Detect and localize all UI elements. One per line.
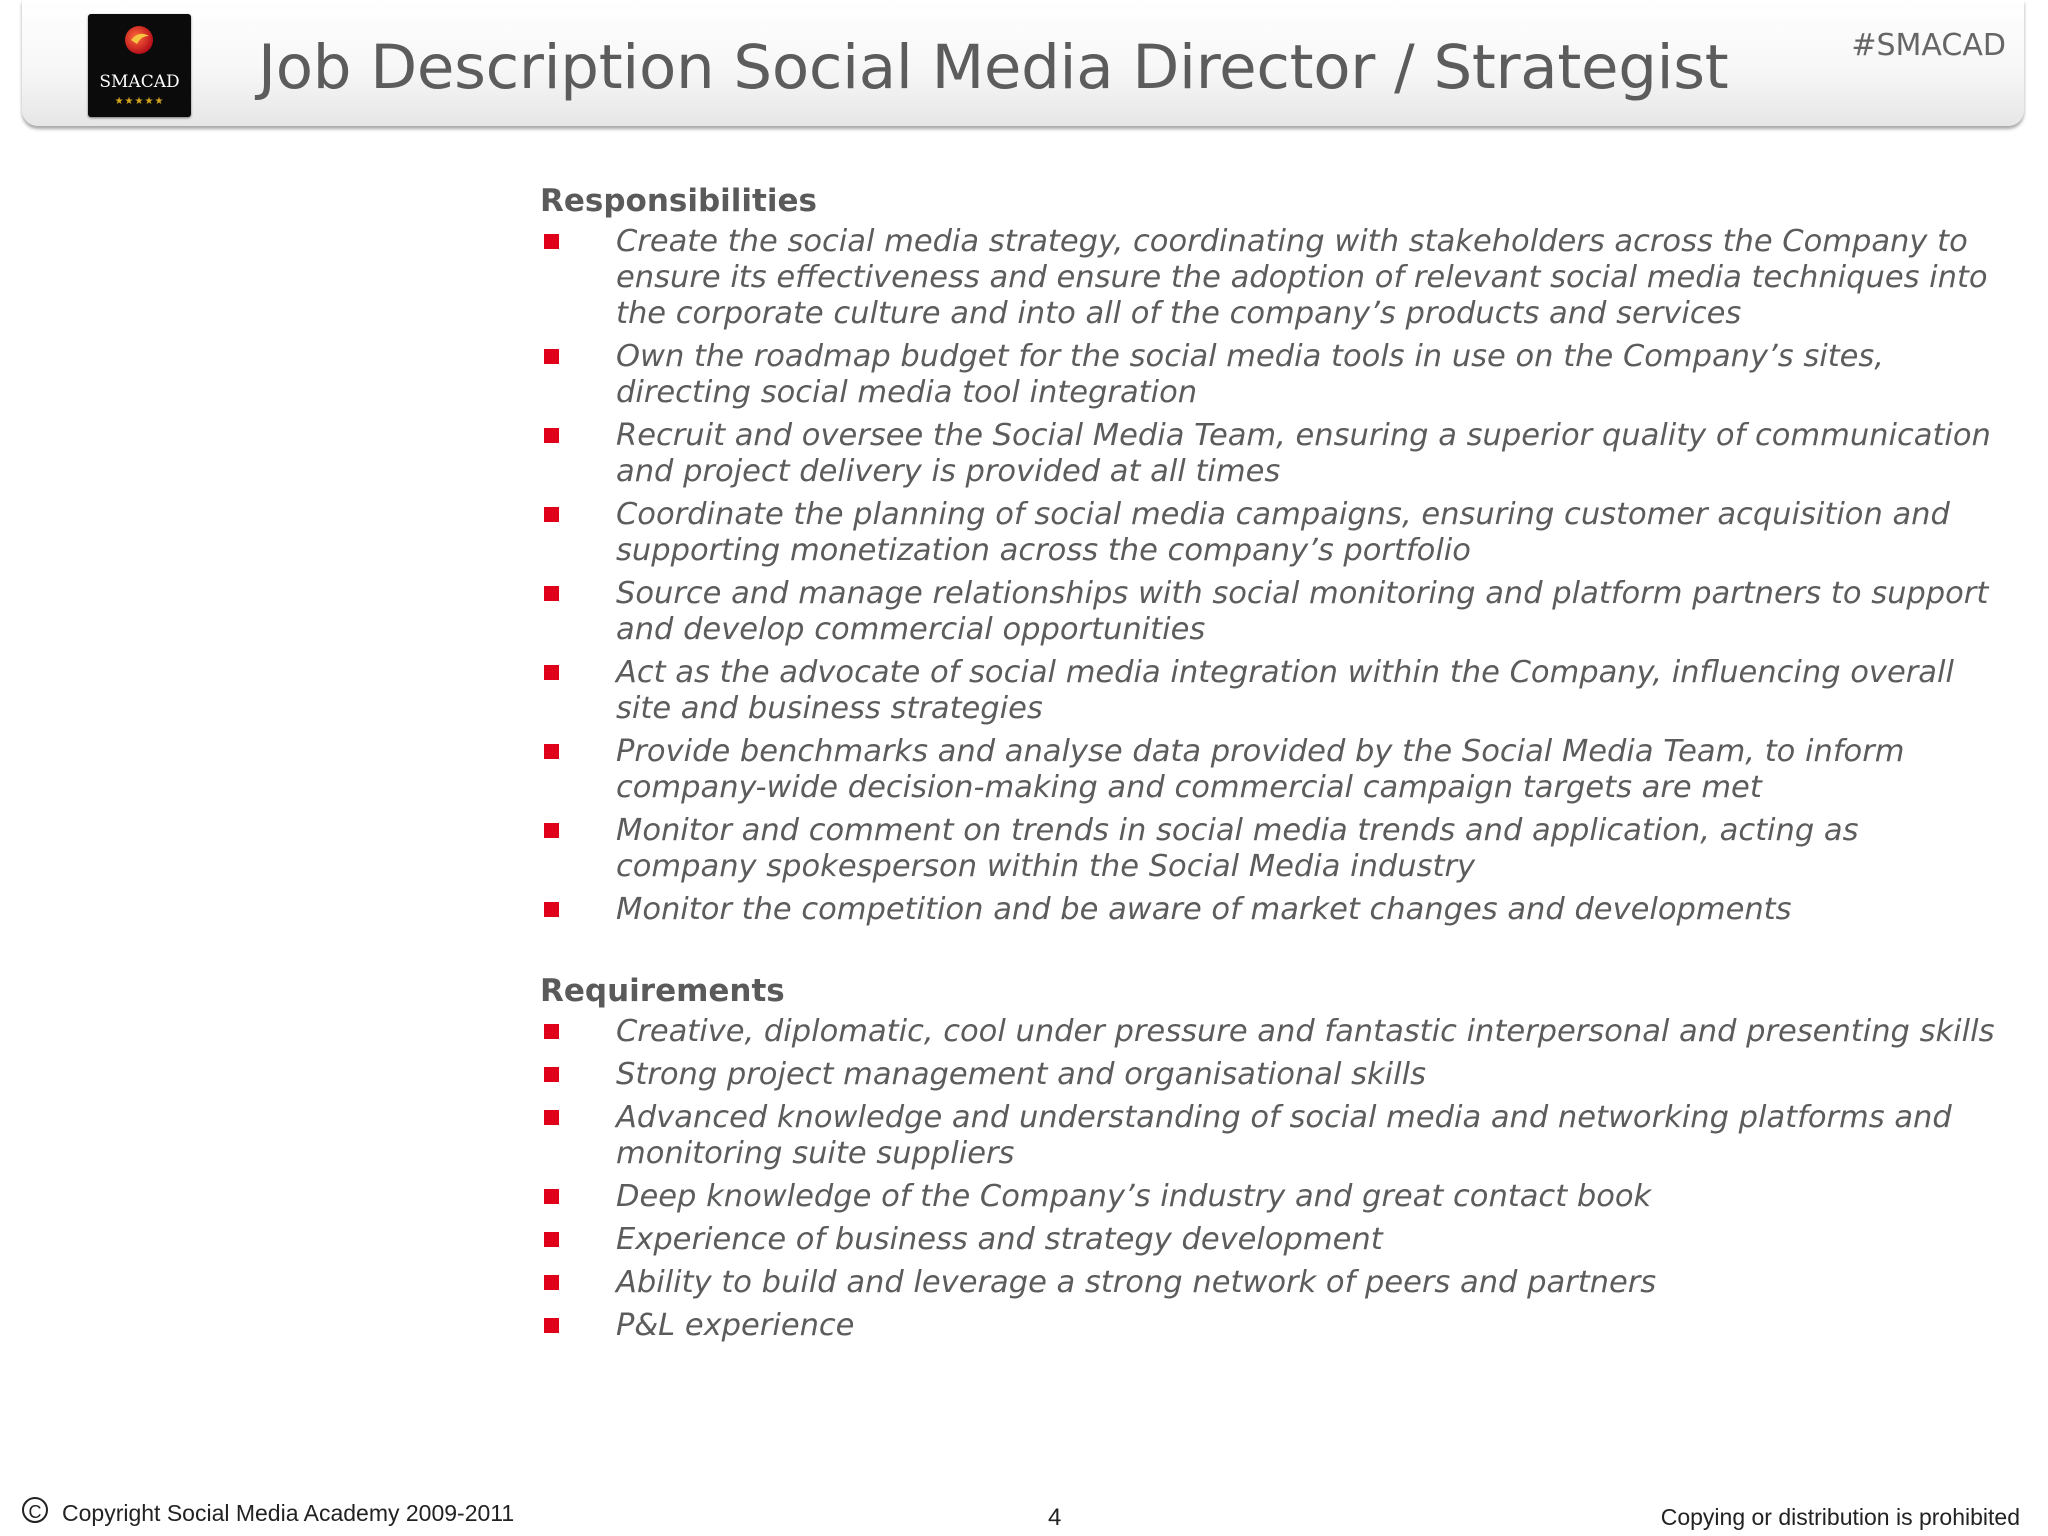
list-item	[540, 1308, 2000, 1344]
bullet-icon	[544, 902, 559, 917]
list-item-text: Recruit and oversee the Social Media Team, ensuring a superior quality of communication and project delivery is provided at all times	[616, 418, 1991, 489]
responsibilities-list	[540, 224, 2000, 928]
bullet-icon	[544, 665, 559, 680]
list-item	[540, 224, 2000, 332]
list-item-text: Deep knowledge of the Company’s industry and great contact book	[616, 1179, 1652, 1214]
bullet-icon	[544, 1318, 559, 1333]
list-item-text: Monitor the competition and be aware of market changes and developments	[616, 892, 1792, 927]
bullet-icon	[544, 507, 559, 522]
bullet-icon	[544, 1275, 559, 1290]
list-item-text: Act as the advocate of social media integration within the Company, influencing overall site and business strategies	[616, 655, 1954, 726]
list-item	[540, 497, 2000, 569]
bullet-icon	[544, 234, 559, 249]
bullet-icon	[544, 586, 559, 601]
page-title: Job Description Social Media Director / Strategist	[258, 32, 1729, 103]
requirements-list	[540, 1014, 2000, 1344]
bullet-icon	[544, 428, 559, 443]
smacad-logo	[88, 14, 191, 117]
bullet-icon	[544, 1232, 559, 1247]
footer-notice: Copying or distribution is prohibited	[1660, 1504, 2020, 1530]
page-number: 4	[1048, 1504, 1062, 1531]
footer-copyright: Copyright Social Media Academy 2009-2011	[62, 1500, 515, 1526]
bullet-icon	[544, 1024, 559, 1039]
list-item	[540, 576, 2000, 648]
hashtag: #SMACAD	[1851, 28, 2006, 63]
bullet-icon	[544, 823, 559, 838]
list-item	[540, 339, 2000, 411]
list-item-text: Monitor and comment on trends in social media trends and application, acting as company spokesperson within the Social Media industry	[616, 813, 1859, 884]
list-item-text: Experience of business and strategy development	[616, 1222, 1383, 1257]
responsibilities-heading: Responsibilities	[540, 183, 817, 219]
list-item	[540, 813, 2000, 885]
list-item-text: Creative, diplomatic, cool under pressure and fantastic interpersonal and presenting skills	[616, 1014, 1995, 1049]
list-item-text: Create the social media strategy, coordinating with stakeholders across the Company to ensure its effectiveness and ensure the adoption of relevant social media techniques into the corporate culture and into all of the company’s products and services	[616, 224, 1988, 331]
logo-stars: ★★★★★	[114, 96, 165, 107]
list-item	[540, 418, 2000, 490]
list-item	[540, 1057, 2000, 1093]
list-item	[540, 734, 2000, 806]
list-item	[540, 1179, 2000, 1215]
copyright-icon: C	[22, 1497, 48, 1523]
list-item-text: Ability to build and leverage a strong network of peers and partners	[616, 1265, 1657, 1300]
list-item	[540, 892, 2000, 928]
bullet-icon	[544, 1067, 559, 1082]
list-item-text: Source and manage relationships with social monitoring and platform partners to support and develop commercial opportunities	[616, 576, 1989, 647]
list-item	[540, 1265, 2000, 1301]
list-item-text: Strong project management and organisational skills	[616, 1057, 1426, 1092]
main-content	[540, 178, 2000, 1351]
list-item	[540, 1222, 2000, 1258]
list-item-text: P&L experience	[616, 1308, 855, 1343]
bullet-icon	[544, 1189, 559, 1204]
bullet-icon	[544, 744, 559, 759]
smacad-logo-icon	[123, 24, 155, 56]
bullet-icon	[544, 1110, 559, 1125]
bullet-icon	[544, 349, 559, 364]
list-item	[540, 1100, 2000, 1172]
list-item	[540, 1014, 2000, 1050]
list-item-text: Coordinate the planning of social media campaigns, ensuring customer acquisition and supporting monetization across the company’s portfolio	[616, 497, 1950, 568]
list-item-text: Provide benchmarks and analyse data provided by the Social Media Team, to inform company-wide decision-making and commercial campaign targets are met	[616, 734, 1905, 805]
requirements-heading: Requirements	[540, 973, 785, 1009]
logo-text: SMACAD	[99, 72, 180, 92]
list-item-text: Own the roadmap budget for the social media tools in use on the Company’s sites, directing social media tool integration	[616, 339, 1884, 410]
list-item-text: Advanced knowledge and understanding of social media and networking platforms and monitoring suite suppliers	[616, 1100, 1952, 1171]
list-item	[540, 655, 2000, 727]
